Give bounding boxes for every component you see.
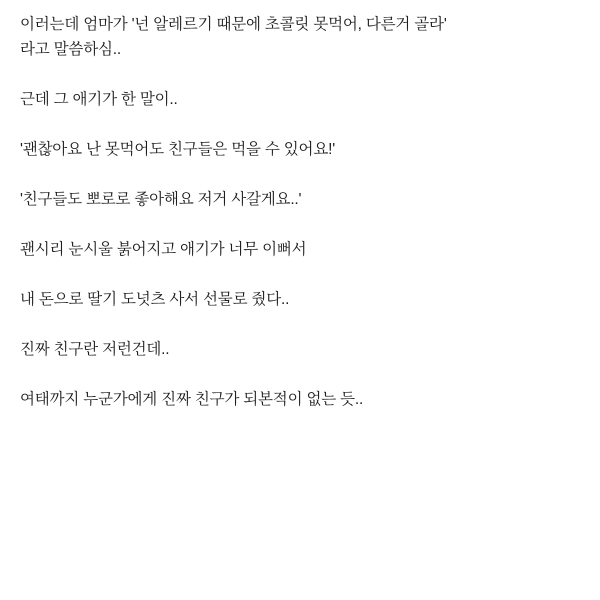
paragraph-spacer: [20, 212, 580, 237]
paragraph-spacer: [20, 112, 580, 137]
paragraph-8: 진짜 친구란 저런건데..: [20, 341, 170, 358]
paragraph-9: 여태까지 누군가에게 진짜 친구가 되본적이 없는 듯..: [20, 391, 364, 408]
paragraph-spacer: [20, 262, 580, 287]
paragraph-3: 근데 그 애기가 한 말이..: [20, 91, 178, 108]
paragraph-6: 괜시리 눈시울 붉어지고 애기가 너무 이뻐서: [20, 241, 307, 258]
paragraph-spacer: [20, 162, 580, 187]
paragraph-4: '괜찮아요 난 못먹어도 친구들은 먹을 수 있어요!': [20, 141, 335, 158]
paragraph-7: 내 돈으로 딸기 도넛츠 사서 선물로 줬다..: [20, 291, 290, 308]
paragraph-spacer: [20, 312, 580, 337]
paragraph-2: 라고 말씀하심..: [20, 41, 121, 58]
paragraph-1: 이러는데 엄마가 '넌 알레르기 때문에 초콜릿 못먹어, 다른거 골라': [20, 16, 447, 33]
paragraph-spacer: [20, 362, 580, 387]
paragraph-5: '친구들도 뽀로로 좋아해요 저거 사갈게요..': [20, 191, 302, 208]
paragraph-spacer: [20, 62, 580, 87]
